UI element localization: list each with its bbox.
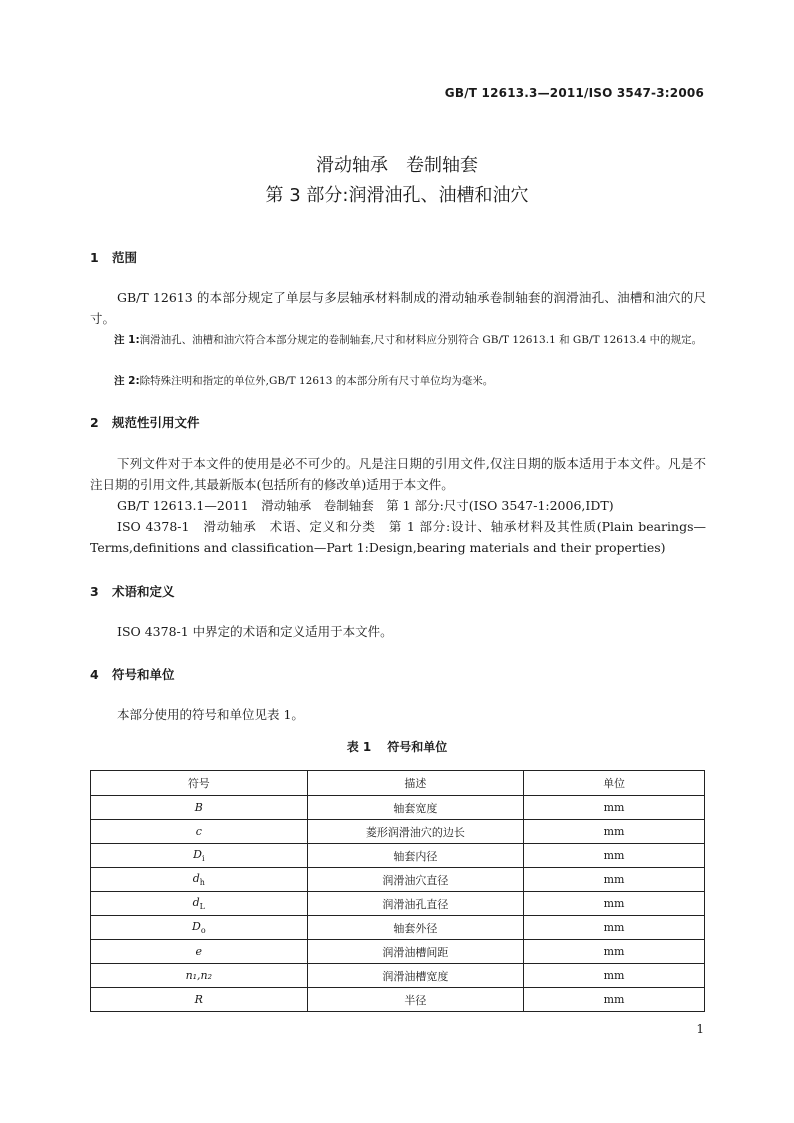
section-title: 规范性引用文件 <box>112 415 200 430</box>
terms-paragraph: ISO 4378-1 中界定的术语和定义适用于本文件。 <box>117 624 393 639</box>
table-row <box>91 940 705 964</box>
section-number: 3 <box>90 584 99 599</box>
references-intro: 下列文件对于本文件的使用是必不可少的。凡是注日期的引用文件,仅注日期的版本适用于本文件。凡是不注日期的引用文件,其最新版本(包括所有的修改单)适用于本文件。 <box>90 456 706 492</box>
symbol-text: c <box>195 825 202 838</box>
unit-cell: mm <box>524 916 705 940</box>
symbol-text: D <box>191 919 201 933</box>
symbol-cell <box>91 844 308 868</box>
symbol-subscript: o <box>200 926 206 936</box>
table-row <box>91 964 705 988</box>
reference-item: GB/T 12613.1—2011 滑动轴承 卷制轴套 第 1 部分:尺寸(ISO 3547-1:2006,IDT) <box>117 498 614 513</box>
section-heading-scope <box>90 248 137 266</box>
symbol-text: B <box>194 801 203 814</box>
symbol-subscript: i <box>201 854 205 864</box>
note-label: 注 2: <box>114 375 140 387</box>
symbol-cell <box>91 796 308 820</box>
section-heading-symbols <box>90 665 175 683</box>
table-row <box>91 844 705 868</box>
table-caption-title: 符号和单位 <box>387 740 448 754</box>
note-text: 除特殊注明和指定的单位外,GB/T 12613 的本部分所有尺寸单位均为毫米。 <box>139 375 494 387</box>
note-text: 润滑油孔、油槽和油穴符合本部分规定的卷制轴套,尺寸和材料应分别符合 GB/T 12613.1 和 GB/T 12613.4 中的规定。 <box>139 334 703 346</box>
description-cell: 润滑油孔直径 <box>307 892 524 916</box>
section-title: 范围 <box>112 250 138 265</box>
unit-cell: mm <box>524 820 705 844</box>
symbol-text: e <box>195 945 203 958</box>
unit-cell: mm <box>524 964 705 988</box>
table-row <box>91 916 705 940</box>
description-cell: 半径 <box>307 988 524 1012</box>
note-label: 注 1: <box>114 334 140 346</box>
section-number: 4 <box>90 667 99 682</box>
unit-cell: mm <box>524 796 705 820</box>
symbols-paragraph: 本部分使用的符号和单位见表 1。 <box>117 707 304 722</box>
description-cell: 轴套宽度 <box>307 796 524 820</box>
description-cell: 润滑油槽宽度 <box>307 964 524 988</box>
unit-cell: mm <box>524 868 705 892</box>
table-caption-number: 表 1 <box>346 740 372 754</box>
note-2 <box>114 372 706 390</box>
symbol-cell <box>91 964 308 988</box>
symbol-text: n₁,n₂ <box>185 969 213 982</box>
document-title-line1: 滑动轴承 卷制轴套 <box>316 155 478 176</box>
table-row <box>91 868 705 892</box>
symbol-cell <box>91 988 308 1012</box>
table-header-cell: 单位 <box>524 771 705 796</box>
symbol-text: D <box>193 847 202 861</box>
references-paragraph <box>90 453 706 558</box>
symbol-cell <box>91 940 308 964</box>
table-row <box>91 796 705 820</box>
symbol-subscript: L <box>199 902 205 912</box>
scope-paragraph: GB/T 12613 的本部分规定了单层与多层轴承材料制成的滑动轴承卷制轴套的润滑油孔、油槽和油穴的尺寸。 <box>90 290 706 326</box>
description-cell: 菱形润滑油穴的边长 <box>307 820 524 844</box>
table-row <box>91 820 705 844</box>
description-cell: 润滑油穴直径 <box>307 868 524 892</box>
section-title: 术语和定义 <box>112 584 175 599</box>
note-1 <box>114 331 706 349</box>
section-heading-terms <box>90 582 175 600</box>
section-number: 1 <box>90 250 99 265</box>
unit-cell: mm <box>524 892 705 916</box>
page-number: 1 <box>696 1022 704 1036</box>
symbol-text: d <box>192 871 200 885</box>
unit-cell: mm <box>524 844 705 868</box>
symbols-table <box>90 770 705 1012</box>
table-header-row <box>91 771 705 796</box>
unit-cell: mm <box>524 988 705 1012</box>
symbol-cell <box>91 916 308 940</box>
table-header-cell: 符号 <box>91 771 308 796</box>
symbol-cell <box>91 868 308 892</box>
symbol-cell <box>91 820 308 844</box>
symbol-text: d <box>192 895 200 909</box>
description-cell: 润滑油槽间距 <box>307 940 524 964</box>
description-cell: 轴套内径 <box>307 844 524 868</box>
symbol-text: R <box>194 993 203 1006</box>
symbol-subscript: h <box>199 878 205 888</box>
section-title: 符号和单位 <box>112 667 175 682</box>
reference-item: ISO 4378-1 滑动轴承 术语、定义和分类 第 1 部分:设计、轴承材料及其性质(Plain bearings—Terms,definitions and classification—Part 1:Design,bearing materials and their properties) <box>90 519 706 555</box>
section-heading-references <box>90 413 200 431</box>
document-title-line2: 第 3 部分:润滑油孔、油槽和油穴 <box>265 185 529 206</box>
table-caption <box>0 738 794 755</box>
section-number: 2 <box>90 415 99 430</box>
standard-code: GB/T 12613.3—2011/ISO 3547-3:2006 <box>444 86 704 100</box>
unit-cell: mm <box>524 940 705 964</box>
table-row <box>91 988 705 1012</box>
table-row <box>91 892 705 916</box>
description-cell: 轴套外径 <box>307 916 524 940</box>
table-header-cell: 描述 <box>307 771 524 796</box>
symbol-cell <box>91 892 308 916</box>
